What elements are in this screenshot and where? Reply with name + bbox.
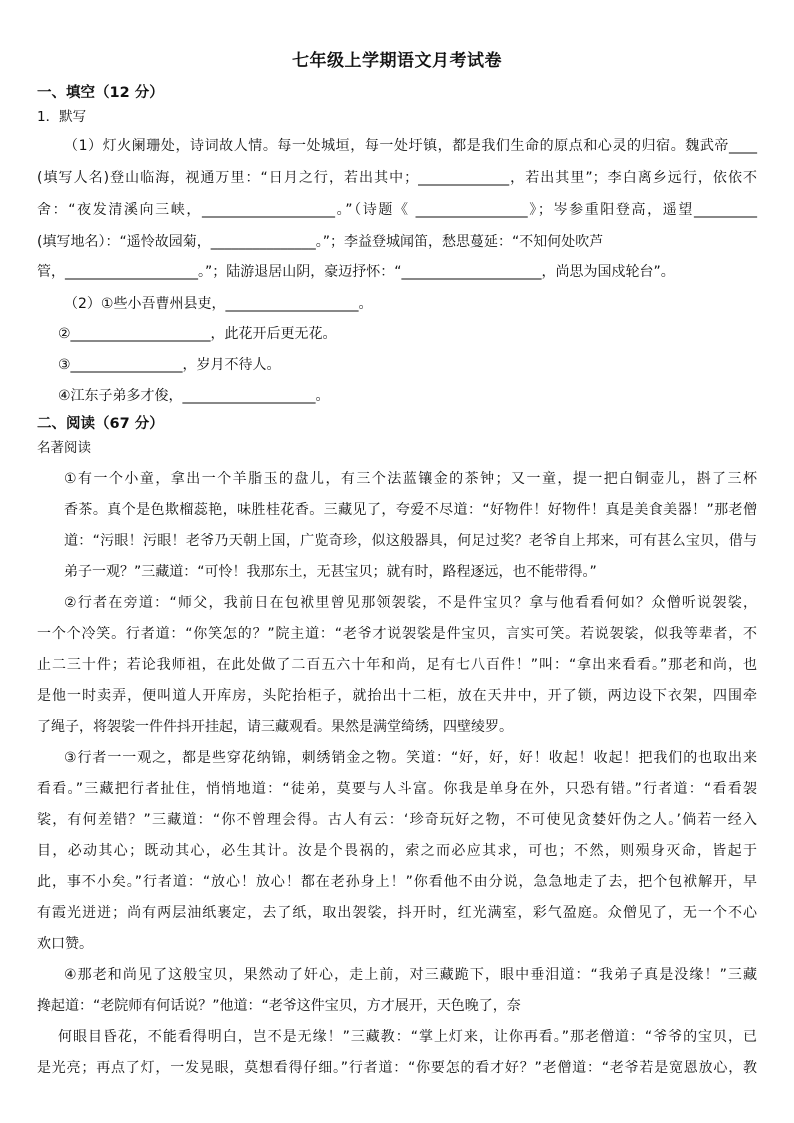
passage-line-19: 何眼目昏花，不能看得明白，岂不是无缘！”三藏教：“掌上灯来，让你再看。”那老僧道：“爷爷的宝贝，已 [58,1029,757,1045]
passage-line-14: 此，事不小矣。”行者道：“放心！放心！都在老孙身上！”你看他不由分说，急急地走了去，把个包袱解开，早 [37,874,757,890]
passage-line-4: 弟子一观？”三藏道：“可怜！我那东土，无甚宝贝；就有时，路程逐远，也不能带得。” [64,564,597,580]
fill-blank-line-7: ②____________________，此花开后更无花。 [58,326,337,342]
passage-line-18: 搀起道：“老院师有何话说？”他道：“老爷这件宝贝，方才展开，天色晚了，奈 [37,998,521,1014]
passage-line-11: 看看。”三藏把行者扯住，悄悄地道：“徒弟，莫要与人斗富。你我是单身在外，只恐有错。”行者道：“看看袈 [37,781,757,797]
passage-line-6: 一个个冷笑。行者道：“你笑怎的？”院主道：“老爷才说袈裟是件宝贝，言实可笑。若说袈裟，似我等辈者，不 [37,626,757,642]
passage-line-10: ③行者一一观之，都是些穿花纳锦，刺绣销金之物。笑道：“好，好，好！收起！收起！把我们的也取出来 [64,750,757,766]
passage-line-16: 欢口赞。 [37,936,93,952]
fill-blank-line-5: 管，___________________。”；陆游退居山阴，豪迈抒怀：“____________________，尚思为国戍轮台”。 [37,264,675,280]
fill-blank-line-4: (填写地名）：“遥怜故园菊，_______________。”；李益登城闻笛，愁思蔓延：“不知何处吹芦 [37,234,604,250]
passage-line-13: 目，必动其心；既动其心，必生其计。汝是个畏祸的，索之而必应其求，可也；不然，则殒身灭命，皆起于 [37,843,757,859]
passage-line-17: ④那老和尚见了这般宝贝，果然动了奸心，走上前，对三藏跪下，眼中垂泪道：“我弟子真是没缘！”三藏 [64,967,757,983]
fill-blank-line-3: 舍：“夜发清溪向三峡，___________________。”（诗题《 ________________》；岑参重阳登高，遥望_________ [37,202,757,218]
passage-line-7: 止二三十件；若论我师祖，在此处做了二百五六十年和尚，足有七八百件！”叫：“拿出来看看。”那老和尚，也 [37,657,757,673]
passage-line-5: ②行者在旁道：“师父，我前日在包袱里曾见那领袈裟，不是件宝贝？拿与他看看何如？众僧听说袈裟， [64,595,757,611]
passage-line-15: 有霞光迸迸；尚有两层油纸裹定，去了纸，取出袈裟，抖开时，红光满室，彩气盈庭。众僧见了，无一个不心 [37,905,757,921]
fill-blank-line-6: （2）①些小吾曹州县吏，___________________。 [64,296,373,312]
page-title: 七年级上学期语文月考试卷 [292,51,502,71]
fill-blank-line-9: ④江东子弟多才俊，___________________。 [58,388,330,404]
passage-line-2: 香茶。真个是色欺榴蕊艳，味胜桂花香。三藏见了，夸爱不尽道：“好物件！好物件！真是美食美器！”那老僧 [64,502,757,518]
passage-line-9: 了绳子，将袈裟一件件抖开挂起，请三藏观看。果然是满堂绮绣，四壁绫罗。 [37,719,513,735]
fill-blank-line-2: (填写人名)登山临海，视通万里：“日月之行，若出其中；_____________，若出其里”；李白离乡远行，依依不 [37,170,757,186]
section-2-heading: 二、阅读（67 分） [37,416,164,432]
passage-line-12: 裟，有何差错？”三藏道：“你不曾理会得。古人有云：‘珍奇玩好之物，不可使见贪婪奸伪之人。’倘若一经入 [37,812,757,828]
reading-sub-label: 名著阅读 [37,440,91,456]
passage-line-3: 道：“污眼！污眼！老爷乃天朝上国，广览奇珍，似这般器具，何足过奖？老爷自上邦来，可有甚么宝贝，借与 [64,533,757,549]
passage-line-1: ①有一个小童，拿出一个羊脂玉的盘儿，有三个法蓝镶金的茶钟；又一童，提一把白铜壶儿，斟了三杯 [64,471,757,487]
fill-blank-line-1: （1）灯火阑珊处，诗词故人情。每一处城垣，每一处圩镇，都是我们生命的原点和心灵的归宿。魏武帝____ [64,138,757,154]
passage-line-8: 是他一时卖弄，便叫道人开库房，头陀抬柜子，就抬出十二柜，放在天井中，开了锁，两边设下衣架，四围牵 [37,688,757,704]
fill-blank-line-8: ③________________，岁月不待人。 [58,357,281,373]
section-1-heading: 一、填空（12 分） [37,85,164,101]
passage-line-20: 是光亮；再点了灯，一发晃眼，莫想看得仔细。”行者道：“你要怎的看才好？”老僧道：“老爷若是宽恩放心，教 [37,1060,757,1076]
question-1-label: 1．默写 [37,109,87,125]
